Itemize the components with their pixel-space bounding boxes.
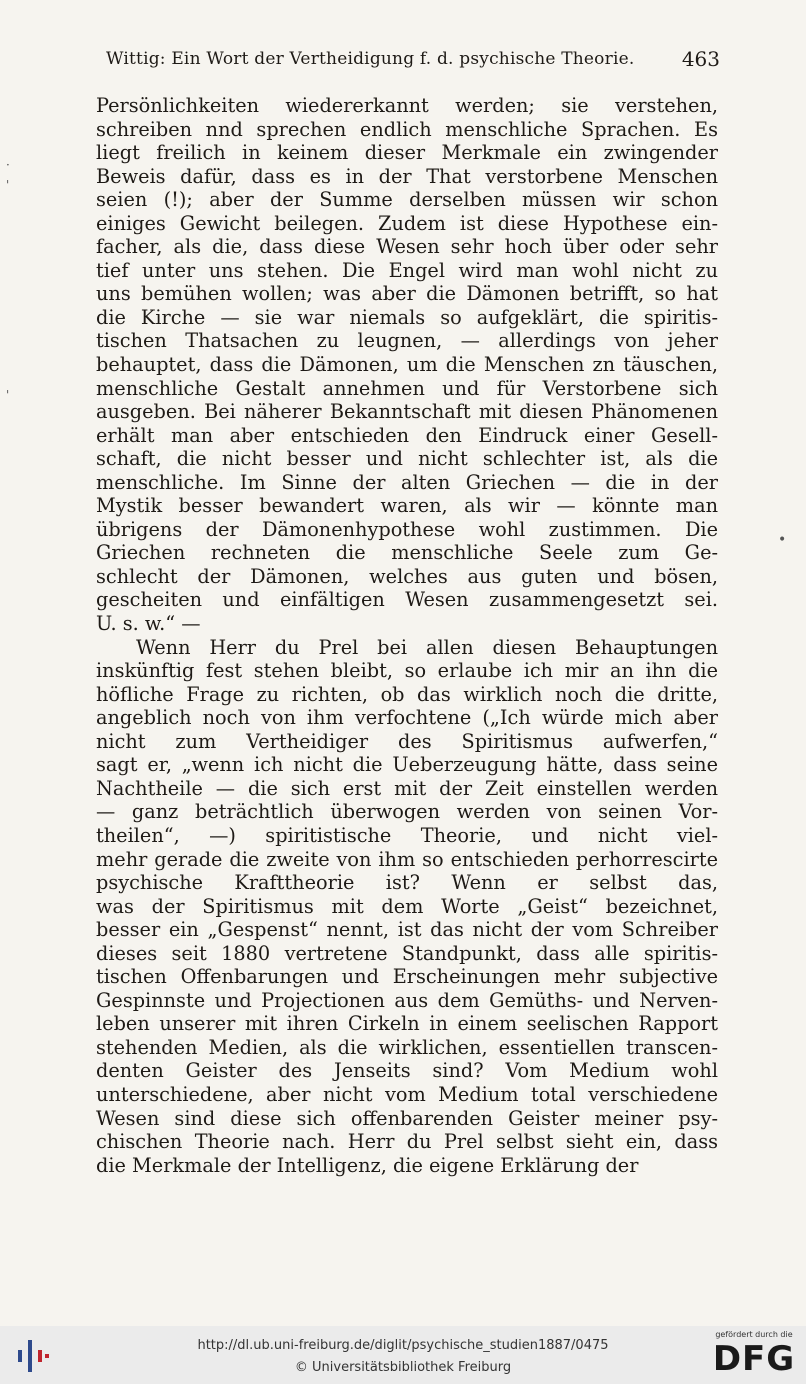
text-line: dieses seit 1880 vertretene Standpunkt, dass alle spiritis- xyxy=(96,941,718,965)
margin-mark: ' xyxy=(6,178,10,192)
source-url[interactable]: http://dl.ub.uni-freiburg.de/diglit/psychische_studien1887/0475 xyxy=(197,1338,609,1353)
text-line: mehr gerade die zweite von ihm so entschieden perhorrescirte xyxy=(96,847,718,871)
text-line: gescheiten und einfältigen Wesen zusammengesetzt sei. xyxy=(96,588,718,612)
text-line: Persönlichkeiten wiedererkannt werden; sie verstehen, xyxy=(96,94,718,117)
text-line: übrigens der Dämonenhypothese wohl zustimmen. Die xyxy=(96,517,718,541)
text-line: chischen Theorie nach. Herr du Prel selbst sieht ein, dass xyxy=(96,1130,718,1154)
text-line: Nachtheile — die sich erst mit der Zeit einstellen werden xyxy=(96,776,718,800)
text-line: facher, als die, dass diese Wesen sehr hoch über oder sehr xyxy=(96,235,718,259)
text-line: leben unserer mit ihren Cirkeln in einem seelischen Rapport xyxy=(96,1012,718,1036)
text-line: nicht zum Vertheidiger des Spiritismus aufwerfen,“ xyxy=(96,729,718,753)
text-line: angeblich noch von ihm verfochtene („Ich würde mich aber xyxy=(96,706,718,730)
text-line: menschliche. Im Sinne der alten Griechen — die in der xyxy=(96,470,718,494)
text-line: erhält man aber entschieden den Eindruck einer Gesell- xyxy=(96,423,718,447)
text-line: Gespinnste und Projectionen aus dem Gemüths- und Nerven- xyxy=(96,988,718,1012)
text-line: — ganz beträchtlich überwogen werden von seinen Vor- xyxy=(96,800,718,824)
text-line: Wenn Herr du Prel bei allen diesen Behauptungen xyxy=(136,635,718,659)
text-line: liegt freilich in keinem dieser Merkmale ein zwingender xyxy=(96,141,718,165)
text-line: inskünftig fest stehen bleibt, so erlaube ich mir an ihn die xyxy=(96,659,718,683)
text-line: Beweis dafür, dass es in der That verstorbene Menschen xyxy=(96,164,718,188)
text-line: schlecht der Dämonen, welches aus guten und bösen, xyxy=(96,564,718,588)
text-line: einiges Gewicht beilegen. Zudem ist diese Hypothese ein- xyxy=(96,211,718,235)
copyright-notice: © Universitätsbibliothek Freiburg xyxy=(294,1360,512,1375)
text-line: Mystik besser bewandert waren, als wir — könnte man xyxy=(96,494,718,518)
dfg-logo: DFG xyxy=(712,1339,796,1379)
text-line: die Merkmale der Intelligenz, die eigene Erklärung der xyxy=(96,1153,639,1177)
page-number: 463 xyxy=(681,47,720,71)
text-line: die Kirche — sie war niemals so aufgeklärt, die spiritis- xyxy=(96,305,718,329)
text-line: höfliche Frage zu richten, ob das wirklich noch die dritte, xyxy=(96,682,718,706)
margin-mark: · xyxy=(6,158,10,172)
margin-mark: ' xyxy=(6,388,10,402)
text-line: Wesen sind diese sich offenbarenden Geister meiner psy- xyxy=(96,1106,718,1130)
text-line: was der Spiritismus mit dem Worte „Geist“ bezeichnet, xyxy=(96,894,718,918)
text-line: sagt er, „wenn ich nicht die Ueberzeugung hätte, dass seine xyxy=(96,753,718,777)
text-line: unterschiedene, aber nicht vom Medium total verschiedene xyxy=(96,1082,718,1106)
text-line: denten Geister des Jenseits sind? Vom Medium wohl xyxy=(96,1059,718,1083)
text-line: menschliche Gestalt annehmen und für Verstorbene sich xyxy=(96,376,718,400)
text-line: psychische Krafttheorie ist? Wenn er selbst das, xyxy=(96,871,718,895)
text-line: schreiben nnd sprechen endlich menschliche Sprachen. Es xyxy=(96,117,718,141)
text-line: uns bemühen wollen; was aber die Dämonen betrifft, so hat xyxy=(96,282,718,306)
margin-mark: • xyxy=(778,532,787,548)
footer-bar xyxy=(0,1326,806,1384)
text-line: tief unter uns stehen. Die Engel wird man wohl nicht zu xyxy=(96,258,718,282)
text-line: tischen Offenbarungen und Erscheinungen mehr subjective xyxy=(96,965,718,989)
text-line: Griechen rechneten die menschliche Seele zum Ge- xyxy=(96,541,718,565)
text-line: tischen Thatsachen zu leugnen, — allerdings von jeher xyxy=(96,329,718,353)
running-title: Wittig: Ein Wort der Vertheidigung f. d. psychische Theorie. xyxy=(106,49,635,69)
body-text xyxy=(96,94,718,1177)
page-header xyxy=(106,44,720,74)
text-line: schaft, die nicht besser und nicht schlechter ist, als die xyxy=(96,447,718,471)
text-line: theilen“, —) spiritistische Theorie, und nicht viel- xyxy=(96,823,718,847)
text-line: besser ein „Gespenst“ nennt, ist das nicht der vom Schreiber xyxy=(96,918,718,942)
dfg-caption: gefördert durch die xyxy=(715,1330,793,1339)
dfg-logo-block xyxy=(712,1330,796,1380)
text-line: seien (!); aber der Summe derselben müssen wir schon xyxy=(96,188,718,212)
text-line: behauptet, dass die Dämonen, um die Menschen zn täuschen, xyxy=(96,353,718,377)
text-line: ausgeben. Bei näherer Bekanntschaft mit diesen Phänomenen xyxy=(96,400,718,424)
text-line: U. s. w.“ — xyxy=(96,612,201,636)
text-line: stehenden Medien, als die wirklichen, essentiellen transcen- xyxy=(96,1035,718,1059)
